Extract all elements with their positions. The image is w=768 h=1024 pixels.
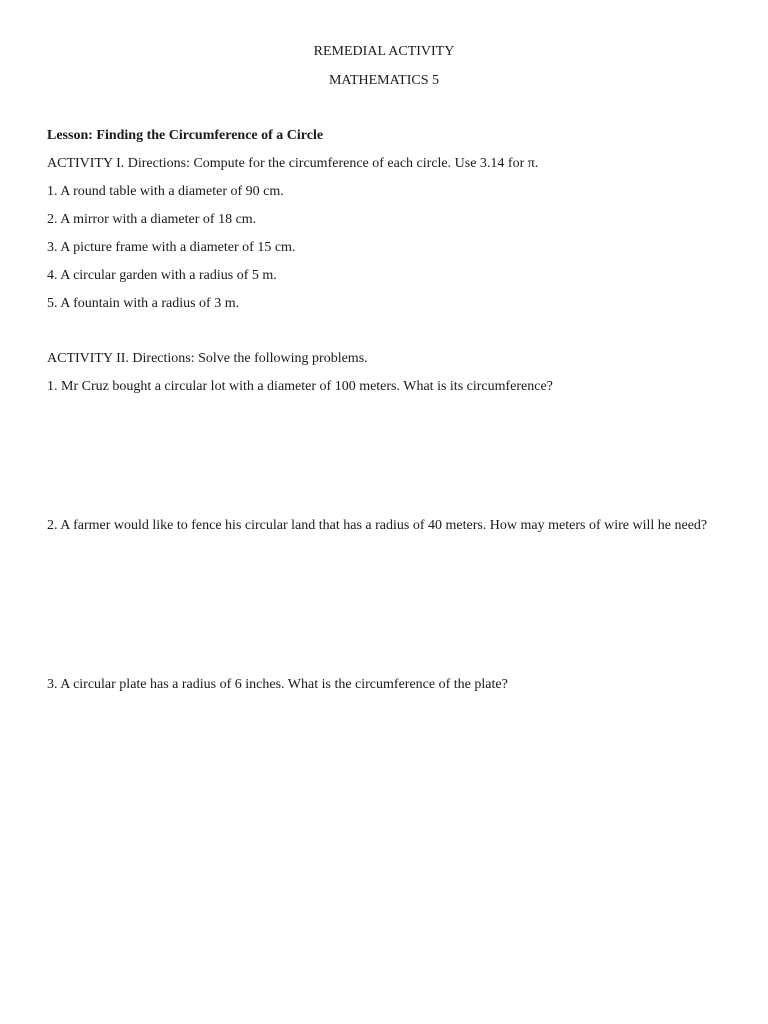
activity1-item-1: 1. A round table with a diameter of 90 cm. — [47, 184, 284, 199]
document-title: REMEDIAL ACTIVITY — [313, 44, 455, 59]
activity1-item-3: 3. A picture frame with a diameter of 15 cm. — [47, 240, 296, 255]
lesson-heading — [47, 127, 323, 145]
activity1-item-5: 5. A fountain with a radius of 3 m. — [47, 296, 240, 311]
activity1-directions: ACTIVITY I. Directions: Compute for the circumference of each circle. Use 3.14 for π. — [47, 156, 539, 171]
lesson-label: Lesson: — [47, 128, 93, 143]
activity2-problem-1: 1. Mr Cruz bought a circular lot with a diameter of 100 meters. What is its circumference? — [47, 379, 553, 394]
activity2-problem-2: 2. A farmer would like to fence his circular land that has a radius of 40 meters. How may meters of wire will he need? — [47, 518, 708, 533]
document-subtitle: MATHEMATICS 5 — [328, 73, 440, 88]
activity2-problem-3: 3. A circular plate has a radius of 6 inches. What is the circumference of the plate? — [47, 677, 508, 692]
lesson-title: Finding the Circumference of a Circle — [96, 128, 324, 143]
activity1-item-4: 4. A circular garden with a radius of 5 m. — [47, 268, 277, 283]
activity2-directions: ACTIVITY II. Directions: Solve the following problems. — [47, 351, 368, 366]
activity1-item-2: 2. A mirror with a diameter of 18 cm. — [47, 212, 257, 227]
